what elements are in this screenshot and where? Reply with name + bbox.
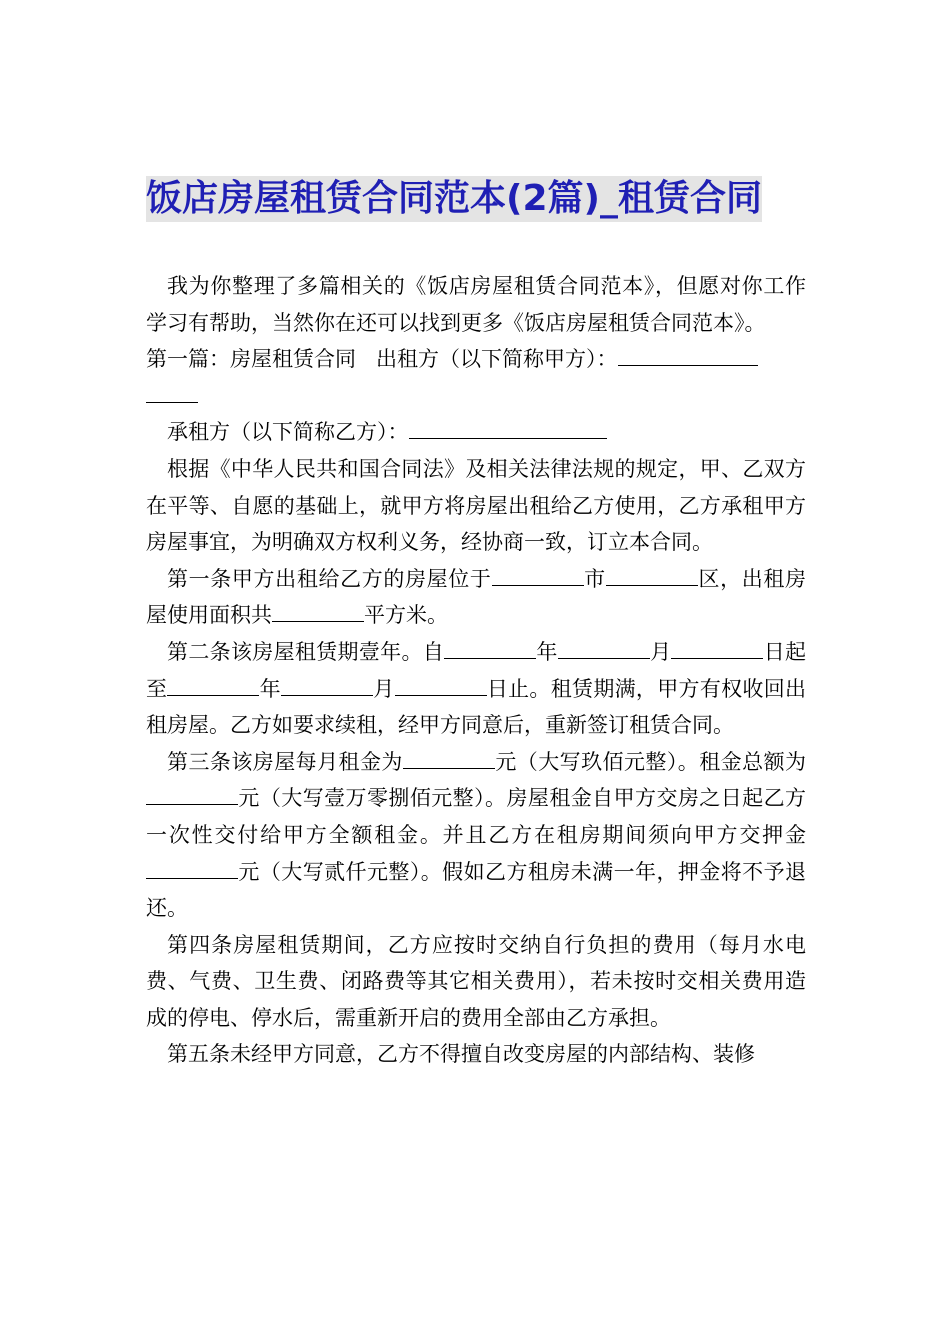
article1-text-d: 平方米。 [364,603,448,628]
lessor-blank [618,345,758,366]
article5-paragraph: 第五条未经甲方同意，乙方不得擅自改变房屋的内部结构、装修 [167,1042,755,1067]
article1-text-c: 区，出租房屋使用面积共 [146,566,807,628]
article2-text-a: 第二条该房屋租赁期壹年。自 [167,639,445,664]
article4-paragraph: 第四条房屋租赁期间，乙方应按时交纳自行负担的费用（每月水电费、气费、卫生费、闭路费等其它相关费用），若未按时交相关费用造成的停电、停水后，需重新开启的费用全部由乙方承担。 [146,932,806,1030]
article1-paragraph [146,561,806,634]
article3-paragraph [146,744,806,927]
article1-text-a: 第一条甲方出租给乙方的房屋位于 [167,566,492,591]
district-blank [606,565,698,586]
document-title: 饭店房屋租赁合同范本(2篇)_租赁合同 [146,176,762,222]
intro-paragraph: 我为你整理了多篇相关的《饭店房屋租赁合同范本》，但愿对你工作学习有帮助，当然你在还可以找到更多《饭店房屋租赁合同范本》。 [146,274,806,335]
lessee-blank [409,418,607,439]
lessor-label: 出租方（以下简称甲方）： [376,347,618,372]
start-year-blank [444,638,536,659]
lessor-blank-continued [146,382,198,403]
section1-heading: 第一篇：房屋租赁合同 [146,347,356,372]
article2-text-e: 年 [259,676,281,701]
article2-text-d: 日起至 [146,639,807,701]
article3-text-c: 元（大写壹万零捌佰元整）。房屋租金自甲方交房之日起乙方一次性交付给甲方全额租金。并且乙方在租房期间须向甲方交押金 [146,786,806,847]
article3-text-a: 第三条该房屋每月租金为 [167,749,403,774]
city-blank [492,565,584,586]
section1-lessor-line [146,341,806,414]
article2-text-f: 月 [372,676,395,701]
article2-text-b: 年 [536,639,558,664]
end-year-blank [167,675,259,696]
lessee-label: 承租方（以下简称乙方）： [167,420,409,445]
lessee-line [146,414,806,451]
document-body [146,268,806,1073]
start-day-blank [671,638,763,659]
title-container [146,176,806,222]
preamble-paragraph: 根据《中华人民共和国合同法》及相关法律法规的规定，甲、乙双方在平等、自愿的基础上，就甲方将房屋出租给乙方使用，乙方承租甲方房屋事宜，为明确双方权利义务，经协商一致，订立本合同。 [146,456,806,555]
deposit-blank [146,858,238,879]
article2-text-g: 日止。租赁期满，甲方有权收回出租房屋。乙方如要求续租，经甲方同意后，重新签订租赁合同。 [146,676,807,738]
total-rent-blank [146,784,238,805]
end-day-blank [395,675,487,696]
article2-paragraph [146,634,806,744]
article3-text-d: 元（大写贰仟元整）。假如乙方租房未满一年，押金将不予退还。 [146,859,806,921]
article1-text-b: 市 [583,566,606,591]
monthly-rent-blank [403,748,495,769]
end-month-blank [281,675,373,696]
article2-text-c: 月 [649,639,672,664]
area-blank [272,601,364,622]
article3-text-b: 元（大写玖佰元整）。租金总额为 [494,749,807,774]
start-month-blank [558,638,650,659]
